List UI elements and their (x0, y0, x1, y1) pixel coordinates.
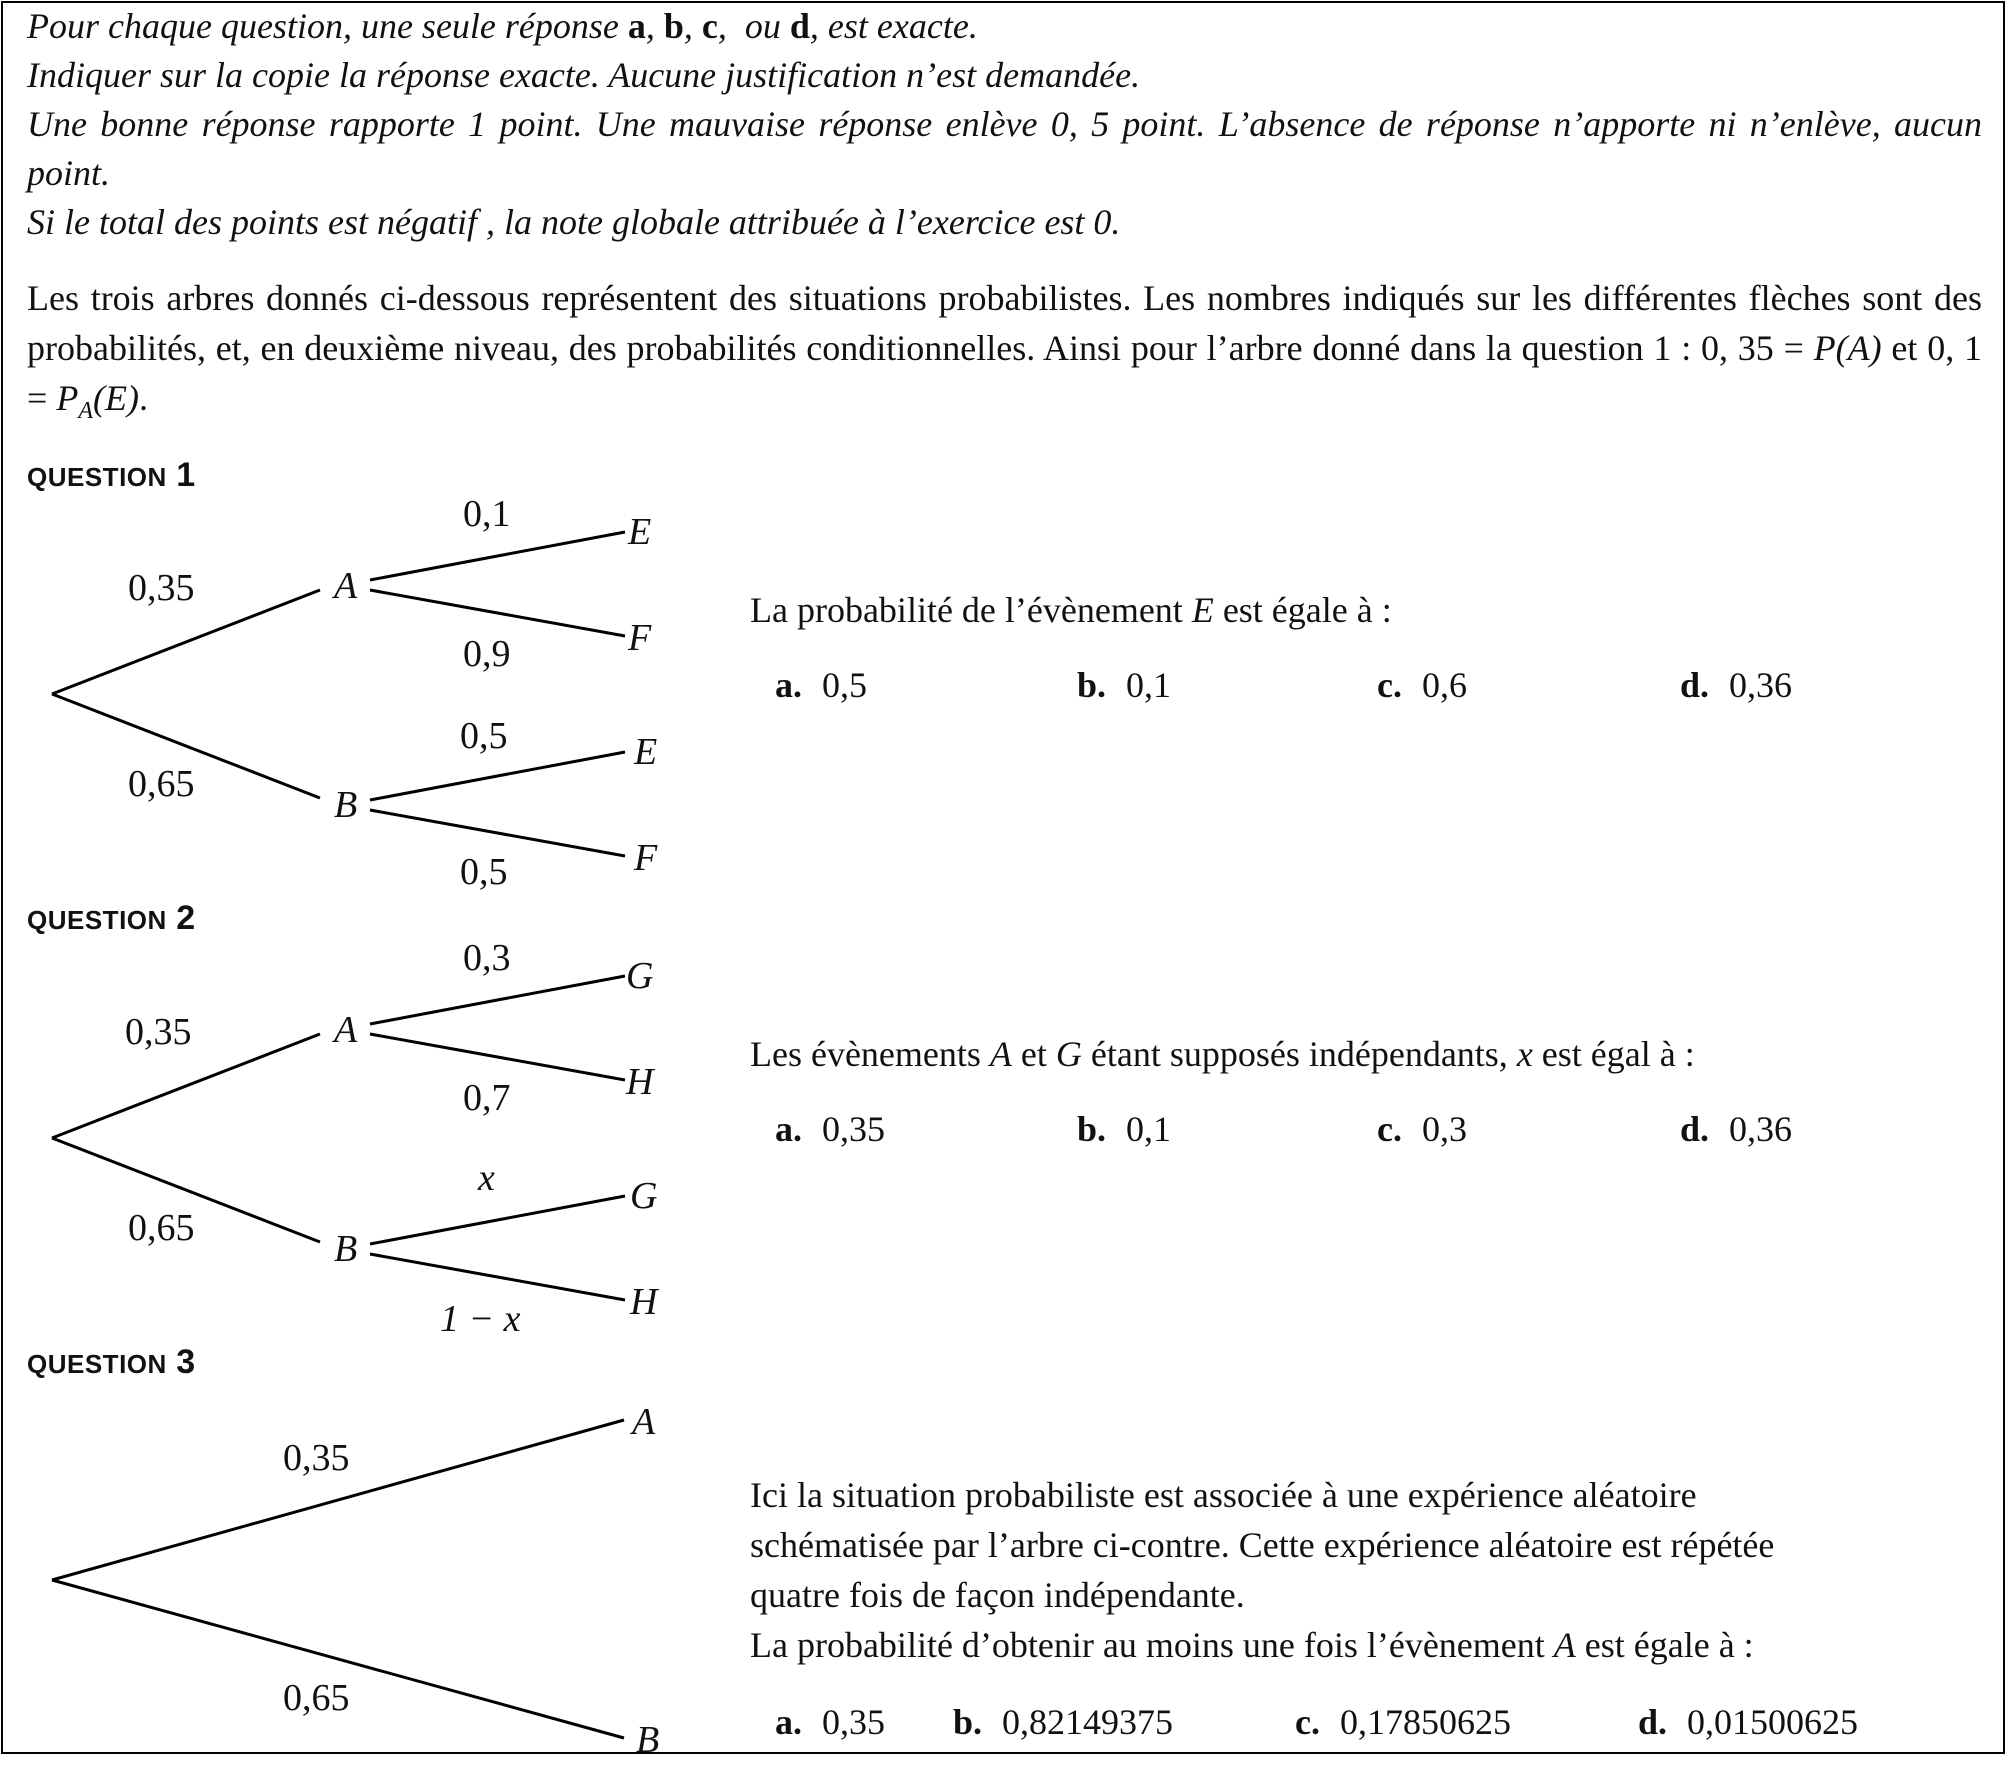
q1-branch-A-F (370, 590, 625, 636)
question-3-tree (0, 1390, 700, 1790)
q1-node-B: B (334, 784, 358, 826)
q2-node-A: A (334, 1009, 358, 1051)
instructions-line-1: Pour chaque question, une seule réponse a, b, c, ou d, est exacte. (27, 6, 978, 46)
q3-answer-a[interactable]: a. 0,35 (775, 1702, 885, 1742)
q1-prob-B: 0,65 (128, 763, 195, 805)
q2-answer-b[interactable]: b. 0,1 (1077, 1109, 1172, 1149)
q1-branch-B-E (370, 752, 625, 800)
q2-prob-A: 0,35 (125, 1011, 192, 1053)
question-1-heading: QUESTION 1 (27, 456, 196, 494)
q1-answer-c[interactable]: c. 0,6 (1377, 665, 1467, 705)
q2-prob-B-G: x (478, 1157, 495, 1199)
q2-leaf-B-H: H (630, 1281, 658, 1323)
q3-leaf-B: B (636, 1719, 660, 1761)
explanation: Les trois arbres donnés ci-dessous représentent des situations probabilistes. Les nombres indiqués sur les différentes flèches sont des probabilités, et, en deuxième niveau, des probabilités conditionnelles. Ainsi pour l’arbre donné dans la question 1 : 0, 35 = P(A) et 0, $1 = P_A(E)$. (27, 278, 1982, 424)
q2-prob-B: 0,65 (128, 1207, 195, 1249)
q1-leaf-A-E: E (628, 511, 652, 553)
q1-branch-A-E (370, 532, 625, 580)
instructions-line-3: Une bonne réponse rapporte 1 point. Une mauvaise réponse enlève 0, 5 point. L’absence de réponse n’apporte ni n’enlève, aucun point. (27, 104, 1982, 193)
q2-branch-A-H (370, 1034, 625, 1080)
q1-prob-A: 0,35 (128, 567, 195, 609)
q2-answer-d[interactable]: d. 0,36 (1680, 1109, 1793, 1149)
q1-answer-d[interactable]: d. 0,36 (1680, 665, 1793, 705)
instructions (27, 2, 1982, 247)
question-3-text: Ici la situation probabiliste est associée à une expérience aléatoire schématisée par l’arbre ci-contre. Cette expérience aléatoire est répétée quatre fois de façon indépendante. La probabilité d’obtenir au moins une fois l’évènement A est égale à : (750, 1475, 1775, 1665)
q3-answer-c[interactable]: c. 0,17850625 (1295, 1702, 1511, 1742)
q1-answer-b[interactable]: b. 0,1 (1077, 665, 1172, 705)
q2-answer-c[interactable]: c. 0,3 (1377, 1109, 1467, 1149)
q2-leaf-A-H: H (626, 1061, 654, 1103)
instructions-line-2: Indiquer sur la copie la réponse exacte. Aucune justification n’est demandée. (27, 55, 1141, 95)
q2-branch-B-H (370, 1254, 625, 1300)
instructions-line-4: Si le total des points est négatif , la note globale attribuée à l’exercice est 0. (27, 202, 1121, 242)
q2-prob-A-G: 0,3 (463, 937, 511, 979)
question-2-text: Les évènements A et G étant supposés indépendants, x est égal à : (750, 1034, 1695, 1074)
q3-leaf-A: A (632, 1401, 656, 1443)
question-1-text: La probabilité de l’évènement E est égale à : (750, 590, 1392, 630)
question-1-tree (0, 480, 700, 900)
q1-node-A: A (334, 565, 358, 607)
q1-leaf-B-F: F (634, 837, 658, 879)
q3-prob-A: 0,35 (283, 1437, 350, 1479)
q1-prob-A-E: 0,1 (463, 493, 511, 535)
q1-prob-B-F: 0,5 (460, 851, 508, 893)
q2-prob-A-H: 0,7 (463, 1077, 511, 1119)
q3-answer-b[interactable]: b. 0,82149375 (953, 1702, 1174, 1742)
q2-leaf-B-G: G (630, 1175, 658, 1217)
q2-prob-B-H: 1 − x (440, 1298, 521, 1340)
q3-answer-d[interactable]: d. 0,01500625 (1638, 1702, 1859, 1742)
question-2-heading: QUESTION 2 (27, 899, 196, 937)
question-3-heading: QUESTION 3 (27, 1343, 196, 1381)
q2-branch-B-G (370, 1196, 625, 1244)
q2-leaf-A-G: G (626, 955, 654, 997)
q2-answer-a[interactable]: a. 0,35 (775, 1109, 885, 1149)
q1-leaf-B-E: E (634, 731, 658, 773)
q1-answer-a[interactable]: a. 0,5 (775, 665, 867, 705)
q1-branch-B-F (370, 810, 625, 856)
q1-prob-B-E: 0,5 (460, 715, 508, 757)
q2-node-B: B (334, 1228, 358, 1270)
q1-leaf-A-F: F (628, 617, 652, 659)
q2-branch-A-G (370, 976, 625, 1024)
q3-prob-B: 0,65 (283, 1677, 350, 1719)
q1-prob-A-F: 0,9 (463, 633, 511, 675)
question-2-tree (0, 924, 700, 1344)
